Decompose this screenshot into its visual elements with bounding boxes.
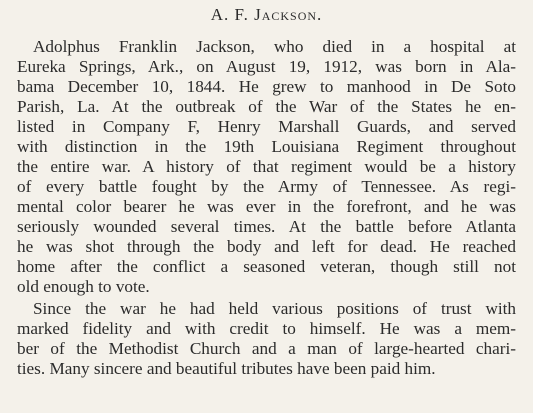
paragraph-1-line-9: mental color bearer he was ever in the forefront, and he was — [17, 197, 516, 216]
paragraph-1-line-10: seriously wounded several times. At the battle before Atlanta — [17, 217, 516, 236]
paragraph-1-line-1: Adolphus Franklin Jackson, who died in a hospital at — [33, 37, 516, 56]
paragraph-1-line-5: listed in Company F, Henry Marshall Guards, and served — [17, 117, 516, 136]
paragraph-1-line-13: old enough to vote. — [17, 277, 150, 296]
paragraph-1-line-6: with distinction in the 19th Louisiana Regiment throughout — [17, 137, 516, 156]
paragraph-1-line-3: bama December 10, 1844. He grew to manhood in De Soto — [17, 77, 516, 96]
paragraph-1-line-8: of every battle fought by the Army of Tennessee. As regi- — [17, 177, 516, 196]
paragraph-2-line-4: ties. Many sincere and beautiful tributes have been paid him. — [17, 359, 436, 378]
paragraph-2-line-1: Since the war he had held various positions of trust with — [33, 299, 516, 318]
article-heading: A. F. Jackson. — [210, 5, 323, 24]
paragraph-2-line-3: ber of the Methodist Church and a man of large-hearted chari- — [17, 339, 516, 358]
paragraph-1-line-11: he was shot through the body and left for dead. He reached — [17, 237, 516, 256]
paragraph-1-line-2: Eureka Springs, Ark., on August 19, 1912, was born in Ala- — [17, 57, 516, 76]
paragraph-2-line-2: marked fidelity and with credit to himself. He was a mem- — [17, 319, 516, 338]
paragraph-1-line-4: Parish, La. At the outbreak of the War of the States he en- — [17, 97, 516, 116]
paragraph-1-line-7: the entire war. A history of that regiment would be a history — [17, 157, 516, 176]
paragraph-1-line-12: home after the conflict a seasoned veteran, though still not — [17, 257, 516, 276]
